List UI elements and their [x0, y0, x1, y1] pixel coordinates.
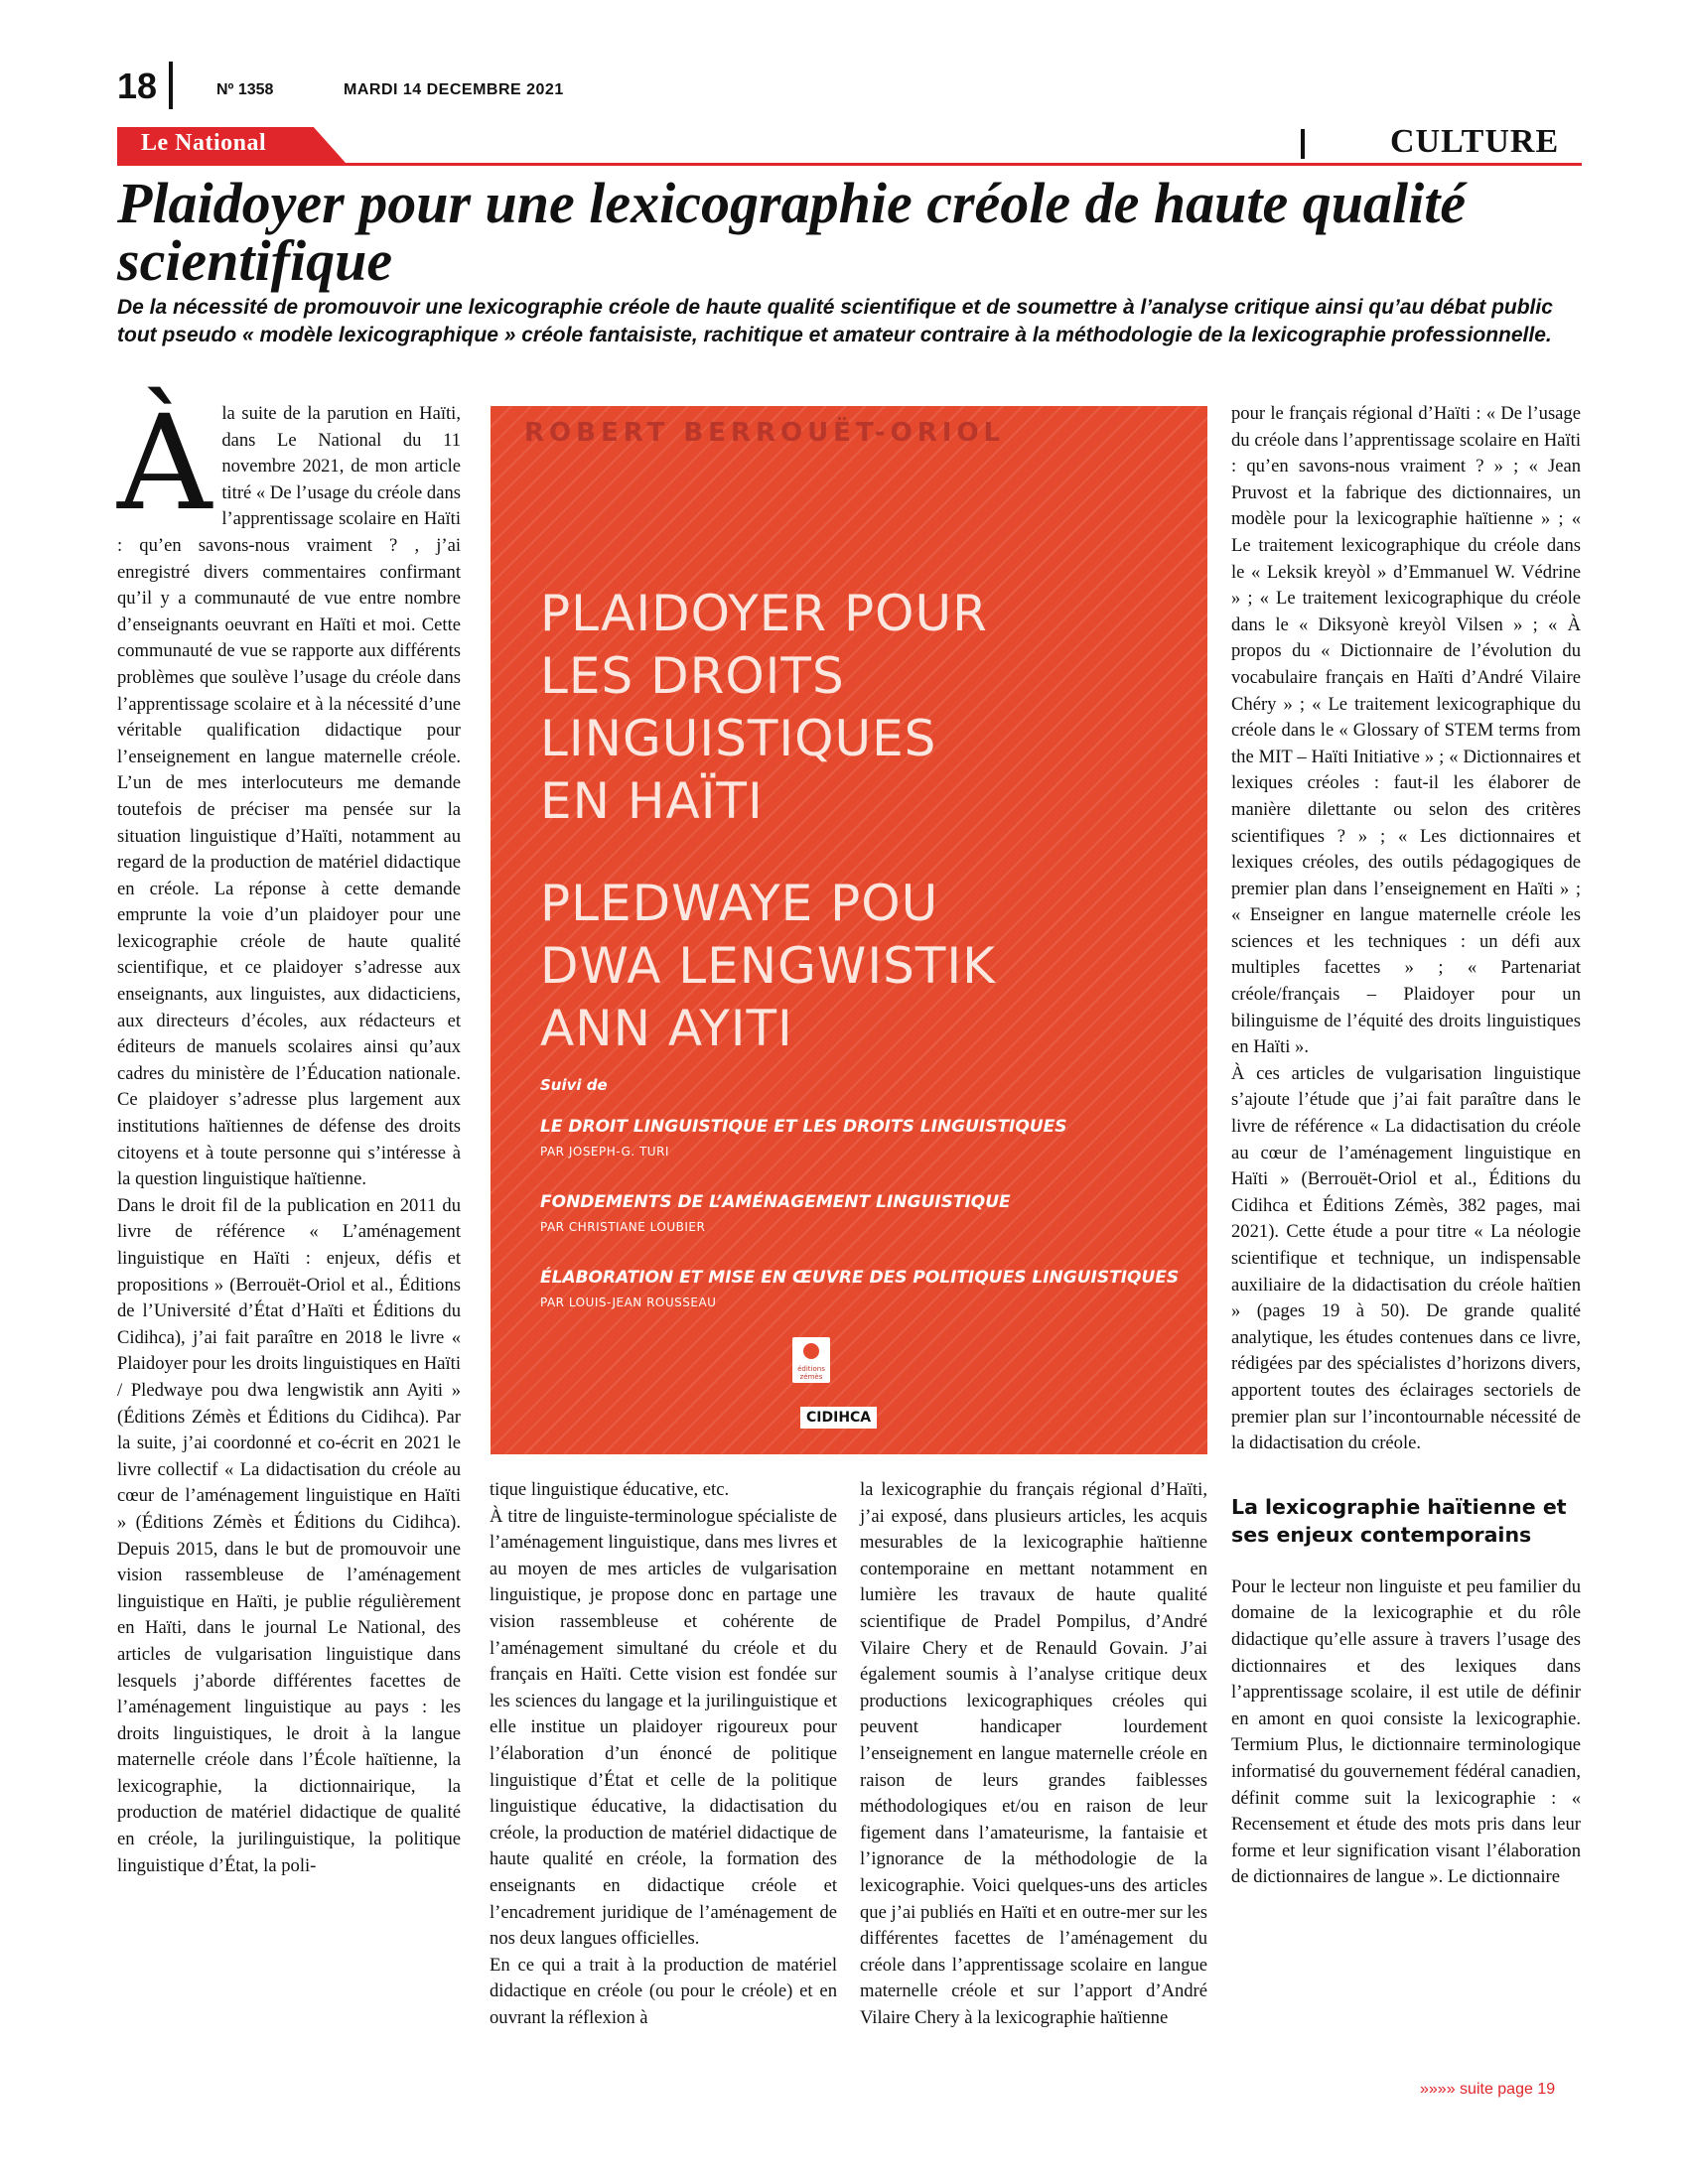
newspaper-name: Le National [141, 130, 267, 156]
paragraph: À titre de linguiste-terminologue spécialiste de l’aménagement linguistique, dans mes livres et au moyen de mes articles de vulgarisation linguistique, je propose donc en partage une vision rassembleuse et cohérente de l’aménagement simultané du créole et du français en Haïti. Cette vision est fondée sur les sciences du langage et la jurilinguistique et elle institue un plaidoyer rigoureux pour l’élaboration d’un énoncé de politique linguistique d’État et celle de la politique linguistique éducative, la didactisation du créole, la production de matériel didactique de haute qualité en créole, la formation des enseignants en didactique créole et l’encadrement juridique de l’aménagement de nos deux langues officielles. [490, 1505, 837, 1950]
column-2 [490, 1477, 837, 2031]
continued-link[interactable]: »»»» suite page 19 [1420, 2081, 1556, 2098]
drop-cap: À [117, 387, 212, 540]
cover-title-french [540, 583, 988, 833]
cover-title-line: LES DROITS [540, 647, 845, 705]
paragraph: Dans le droit fil de la publication en 2011 du livre de référence « L’aménagement linguistique en Haïti : enjeux, défis et propositions » (Berrouët-Oriol et al., Éditions de l’Université d’État d’Haïti et Éditions du Cidihca), j’ai fait paraître en 2018 le livre « Plaidoyer pour les droits linguistiques en Haïti / Pledwaye pou dwa lengwistik ann Ayiti » (Éditions Zémès et Éditions du Cidihca). Par la suite, j’ai coordonné et co-écrit en 2021 le livre collectif « La didactisation du créole au cœur de l’aménagement linguistique en Haïti » (Éditions Zémès et Éditions du Cidihca). Depuis 2015, dans le but de promouvoir une vision rassembleuse de l’aménagement linguistique en Haïti, je publie régulièrement en Haïti, dans le journal Le National, des articles de vulgarisation linguistique dans lesquels j’aborde différentes facettes de l’aménagement linguistique au pays : les droits linguistiques, le droit à la langue maternelle créole dans l’École haïtienne, la lexicographie, la dictionnairique, la production de matériel didactique de qualité en créole, la jurilinguistique, la politique linguistique d’État, la poli- [117, 1194, 462, 1876]
cover-title-line: ANN AYITI [540, 1000, 793, 1057]
zemes-mark-icon [803, 1343, 819, 1359]
cover-followed-by: Suivi de [540, 1076, 608, 1094]
zemes-logo-text: éditions zémès [797, 1365, 825, 1381]
paragraph: la lexicographie du français régional d’Haïti, j’ai exposé, dans plusieurs articles, les acquis mesurables de la lexicographie haïtienne contemporaine en mettant notamment en lumière les travaux de haute qualité scientifique de Pradel Pompilus, d’André Vilaire Chery et de Renauld Govain. J’ai également soumis à l’analyse critique deux productions lexicographiques créoles qui peuvent handicaper lourdement l’enseignement en langue maternelle créole en raison de leurs grandes faiblesses méthodologiques et/ou en raison de leur figement dans l’amateurisme, la fantaisie et l’ignorance de la méthodologie de la lexicographie. Voici quelques-uns des articles que j’ai publiés en Haïti et en outre-mer sur les différentes facettes de l’aménagement du créole dans l’apprentissage scolaire en langue maternelle créole et sur l’apport d’André Vilaire Chery à la lexicographie haïtienne [860, 1479, 1207, 2028]
paragraph: À ces articles de vulgarisation linguistique s’ajoute l’étude que j’ai fait paraître dans le livre de référence « La didactisation du créole au cœur de l’aménagement linguistique en Haïti » (Berrouët-Oriol et al., Éditions du Cidihca et Éditions Zémès, 382 pages, mai 2021). Cette étude a pour titre « La néologie scientifique et technique, un indispensable auxiliaire de la didactisation du créole haïtien » (pages 19 à 50). De grande qualité analytique, les études contenues dans ce livre, rédigées par des spécialistes d’horizons divers, apportent toutes des éclairages sectoriels de premier plan sur l’incontournable nécessité de la didactisation du créole. [1231, 1062, 1581, 1454]
cover-work-title: FONDEMENTS DE L’AMÉNAGEMENT LINGUISTIQUE [540, 1192, 1011, 1212]
cover-work-author: PAR LOUIS-JEAN ROUSSEAU [540, 1296, 717, 1309]
paragraph: Pour le lecteur non linguiste et peu familier du domaine de la lexicographie et du rôle didactique qu’elle assure à travers l’usage des dictionnaires et des lexiques dans l’apprentissage scolaire, il est utile de définir en amont en quoi consiste la lexicographie. Termium Plus, le dictionnaire terminologique informatisé du gouvernement fédéral canadien, définit comme suit la lexicographie : « Recensement et étude des mots pris dans leur forme et leur signification visant l’élaboration de dictionnaires de langue ». Le dictionnaire [1231, 1575, 1581, 1888]
cover-work-author: PAR JOSEPH-G. TURI [540, 1145, 669, 1159]
article-subtitle: De la nécessité de promouvoir une lexicographie créole de haute qualité scientifique et de soumettre à l’analyse critique ainsi qu’au débat public tout pseudo « modèle lexicographique » créole fantaisiste, rachitique et amateur contraire à la méthodologie de la lexicographie professionnelle. [117, 296, 1553, 346]
cover-title-line: PLEDWAYE POU [540, 875, 939, 932]
column-4 [1231, 401, 1581, 1891]
section-subheading: La lexicographie haïtienne et ses enjeux contemporains [1231, 1494, 1567, 1547]
paragraph [117, 387, 461, 1193]
issue-date: MARDI 14 DECEMBRE 2021 [344, 81, 564, 98]
paragraph-text: la suite de la parution en Haïti, dans Le National du 11 novembre 2021, de mon article titré « De l’usage du créole dans l’apprentissage scolaire en Haïti : qu’en savons-nous vraiment ? , j’ai enregistré divers commentaires confirmant qu’il y a communauté de vue entre nombre d’enseignants oeuvrant en Haïti et moi. Cette communauté de vue se rapporte aux différents problèmes que soulève l’usage du créole dans l’apprentissage scolaire et à la nécessité d’une véritable qualification didactique pour l’enseignement en langue maternelle créole. L’un de mes interlocuteurs me demande toutefois de préciser ma pensée sur la situation linguistique d’Haïti, notamment au regard de la production de matériel didactique en créole. La réponse à cette demande emprunte la voie d’un plaidoyer pour une lexicographie créole de haute qualité scientifique, et ce plaidoyer s’adresse aux enseignants, aux linguistes, aux didacticiens, aux directeurs d’écoles, aux rédacteurs et éditeurs de manuels scolaires ainsi qu’aux cadres du ministère de l’Éducation nationale. Ce plaidoyer s’adresse plus largement aux institutions haïtiennes de défense des droits citoyens et à toute personne qui s’intéresse à la question linguistique haïtienne. [117, 403, 461, 1190]
cover-author: ROBERT BERROUËT-ORIOL [524, 418, 1006, 448]
cover-work-title: LE DROIT LINGUISTIQUE ET LES DROITS LINGUISTIQUES [540, 1117, 1067, 1137]
column-3 [860, 1477, 1207, 2031]
section-divider [1301, 129, 1305, 159]
article-title: Plaidoyer pour une lexicographie créole de haute qualité scientifique [117, 171, 1467, 293]
issue-number: Nº 1358 [216, 81, 274, 98]
cover-title-creole [540, 873, 996, 1060]
zemes-logo [792, 1337, 830, 1383]
column-1 [117, 387, 462, 1879]
header-divider [169, 62, 173, 109]
paragraph: tique linguistique éducative, etc. [490, 1479, 730, 1500]
paragraph: En ce qui a trait à la production de matériel didactique en créole (ou pour le créole) et en ouvrant la réflexion à [490, 1954, 837, 2028]
paragraph: pour le français régional d’Haïti : « De l’usage du créole dans l’apprentissage scolaire en Haïti : qu’en savons-nous vraiment ? » ; « Jean Pruvost et la fabrique des dictionnaires, un modèle pour la lexicographie haïtienne » ; « Le traitement lexicographique du créole dans le « Leksik kreyòl » d’Emmanuel W. Védrine » ; « Le traitement lexicographique du créole dans le « Diksyonè kreyòl Vilsen » ; « À propos du « Dictionnaire de l’évolution du vocabulaire français en Haïti d’André Vilaire Chéry » ; « Le traitement lexicographique du créole dans le « Glossary of STEM terms from the MIT – Haïti Initiative » ; « Dictionnaires et lexiques créoles : faut-il les élaborer de manière dilettante ou selon des critères scientifiques ? » ; « Les dictionnaires et lexiques créoles, des outils pédagogiques de premier plan dans l’enseignement en Haïti » ; « Enseigner en langue maternelle créole les sciences et les techniques : un défi aux multiples facettes » ; « Partenariat créole/français – Plaidoyer pour un bilinguisme de l’équité des droits linguistiques en Haïti ». [1231, 403, 1581, 1058]
cidihca-logo: CIDIHCA [800, 1407, 877, 1429]
cover-title-line: EN HAÏTI [540, 772, 764, 830]
cover-title-line: PLAIDOYER POUR [540, 585, 988, 642]
page-number: 18 [117, 66, 158, 106]
cover-work-title: ÉLABORATION ET MISE EN ŒUVRE DES POLITIQUES LINGUISTIQUES [540, 1268, 1180, 1288]
cover-title-line: DWA LENGWISTIK [540, 937, 996, 995]
cover-title-line: LINGUISTIQUES [540, 710, 937, 767]
book-cover-image [491, 406, 1207, 1454]
cover-work-author: PAR CHRISTIANE LOUBIER [540, 1220, 706, 1234]
header-rule [117, 163, 1582, 166]
section-name: CULTURE [1390, 123, 1560, 160]
